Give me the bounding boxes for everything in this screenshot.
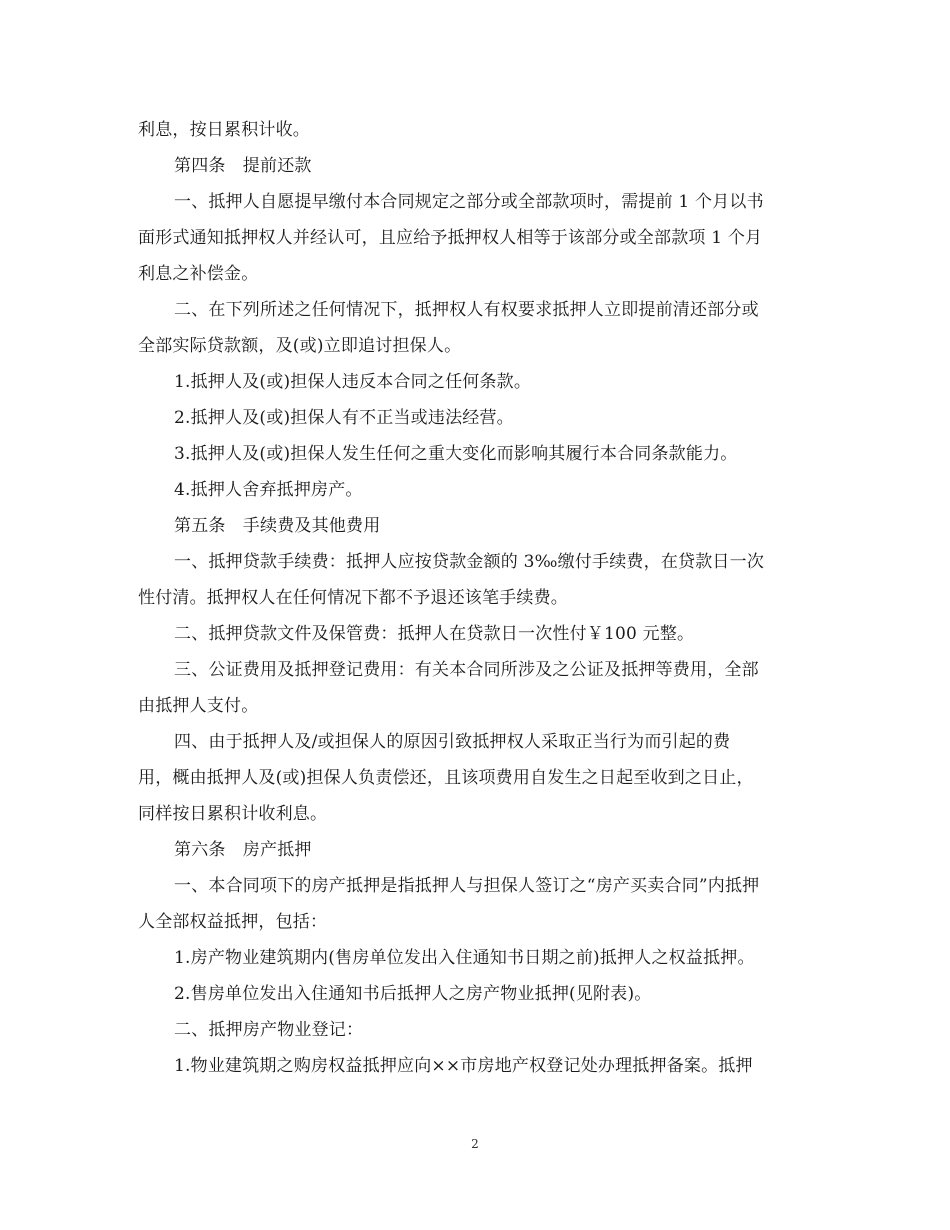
text-line: 四、由于抵押人及/或担保人的原因引致抵押权人采取正当行为而引起的费 <box>174 732 731 752</box>
text-line: 二、抵押贷款文件及保管费：抵押人在贷款日一次性付￥100 元整。 <box>174 624 695 644</box>
article-heading: 第四条 提前还款 <box>174 156 312 176</box>
article-heading: 第五条 手续费及其他费用 <box>174 516 381 536</box>
text-line: 一、抵押人自愿提早缴付本合同规定之部分或全部款项时，需提前 1 个月以书 <box>174 192 764 212</box>
text-line: 利息之补偿金。 <box>138 264 259 284</box>
list-item: 1.房产物业建筑期内(售房单位发出入住通知书日期之前)抵押人之权益抵押。 <box>174 948 755 968</box>
page-number: 2 <box>471 1137 479 1151</box>
list-item: 2.抵押人及(或)担保人有不正当或违法经营。 <box>174 408 514 428</box>
body-text <box>138 112 818 1084</box>
text-line: 性付清。抵押权人在任何情况下都不予退还该笔手续费。 <box>138 588 568 608</box>
article-heading: 第六条 房产抵押 <box>174 840 312 860</box>
text-line: 一、本合同项下的房产抵押是指抵押人与担保人签订之“房产买卖合同”内抵押 <box>174 876 760 896</box>
text-line: 同样按日累积计收利息。 <box>138 804 328 824</box>
text-line: 人全部权益抵押，包括： <box>138 912 328 932</box>
text-line: 三、公证费用及抵押登记费用：有关本合同所涉及之公证及抵押等费用，全部 <box>174 660 759 680</box>
list-item: 2.售房单位发出入住通知书后抵押人之房产物业抵押(见附表)。 <box>174 984 652 1004</box>
text-line: 全部实际贷款额，及(或)立即追讨担保人。 <box>138 336 462 356</box>
list-item: 4.抵押人舍弃抵押房产。 <box>174 480 363 500</box>
text-line: 二、抵押房产物业登记： <box>174 1020 364 1040</box>
list-item: 1.抵押人及(或)担保人违反本合同之任何条款。 <box>174 372 532 392</box>
text-line: 一、抵押贷款手续费：抵押人应按贷款金额的 3‰缴付手续费，在贷款日一次 <box>174 552 765 572</box>
text-line: 利息，按日累积计收。 <box>138 120 310 140</box>
text-line: 面形式通知抵押权人并经认可，且应给予抵押权人相等于该部分或全部款项 1 个月 <box>138 228 763 248</box>
text-line: 用，概由抵押人及(或)担保人负责偿还，且该项费用自发生之日起至收到之日止， <box>138 768 754 788</box>
list-item: 1.物业建筑期之购房权益抵押应向××市房地产权登记处办理抵押备案。抵押 <box>174 1056 753 1076</box>
text-line: 二、在下列所述之任何情况下，抵押权人有权要求抵押人立即提前清还部分或 <box>174 300 759 320</box>
text-lines <box>138 112 818 1084</box>
text-line: 由抵押人支付。 <box>138 696 259 716</box>
list-item: 3.抵押人及(或)担保人发生任何之重大变化而影响其履行本合同条款能力。 <box>174 444 738 464</box>
